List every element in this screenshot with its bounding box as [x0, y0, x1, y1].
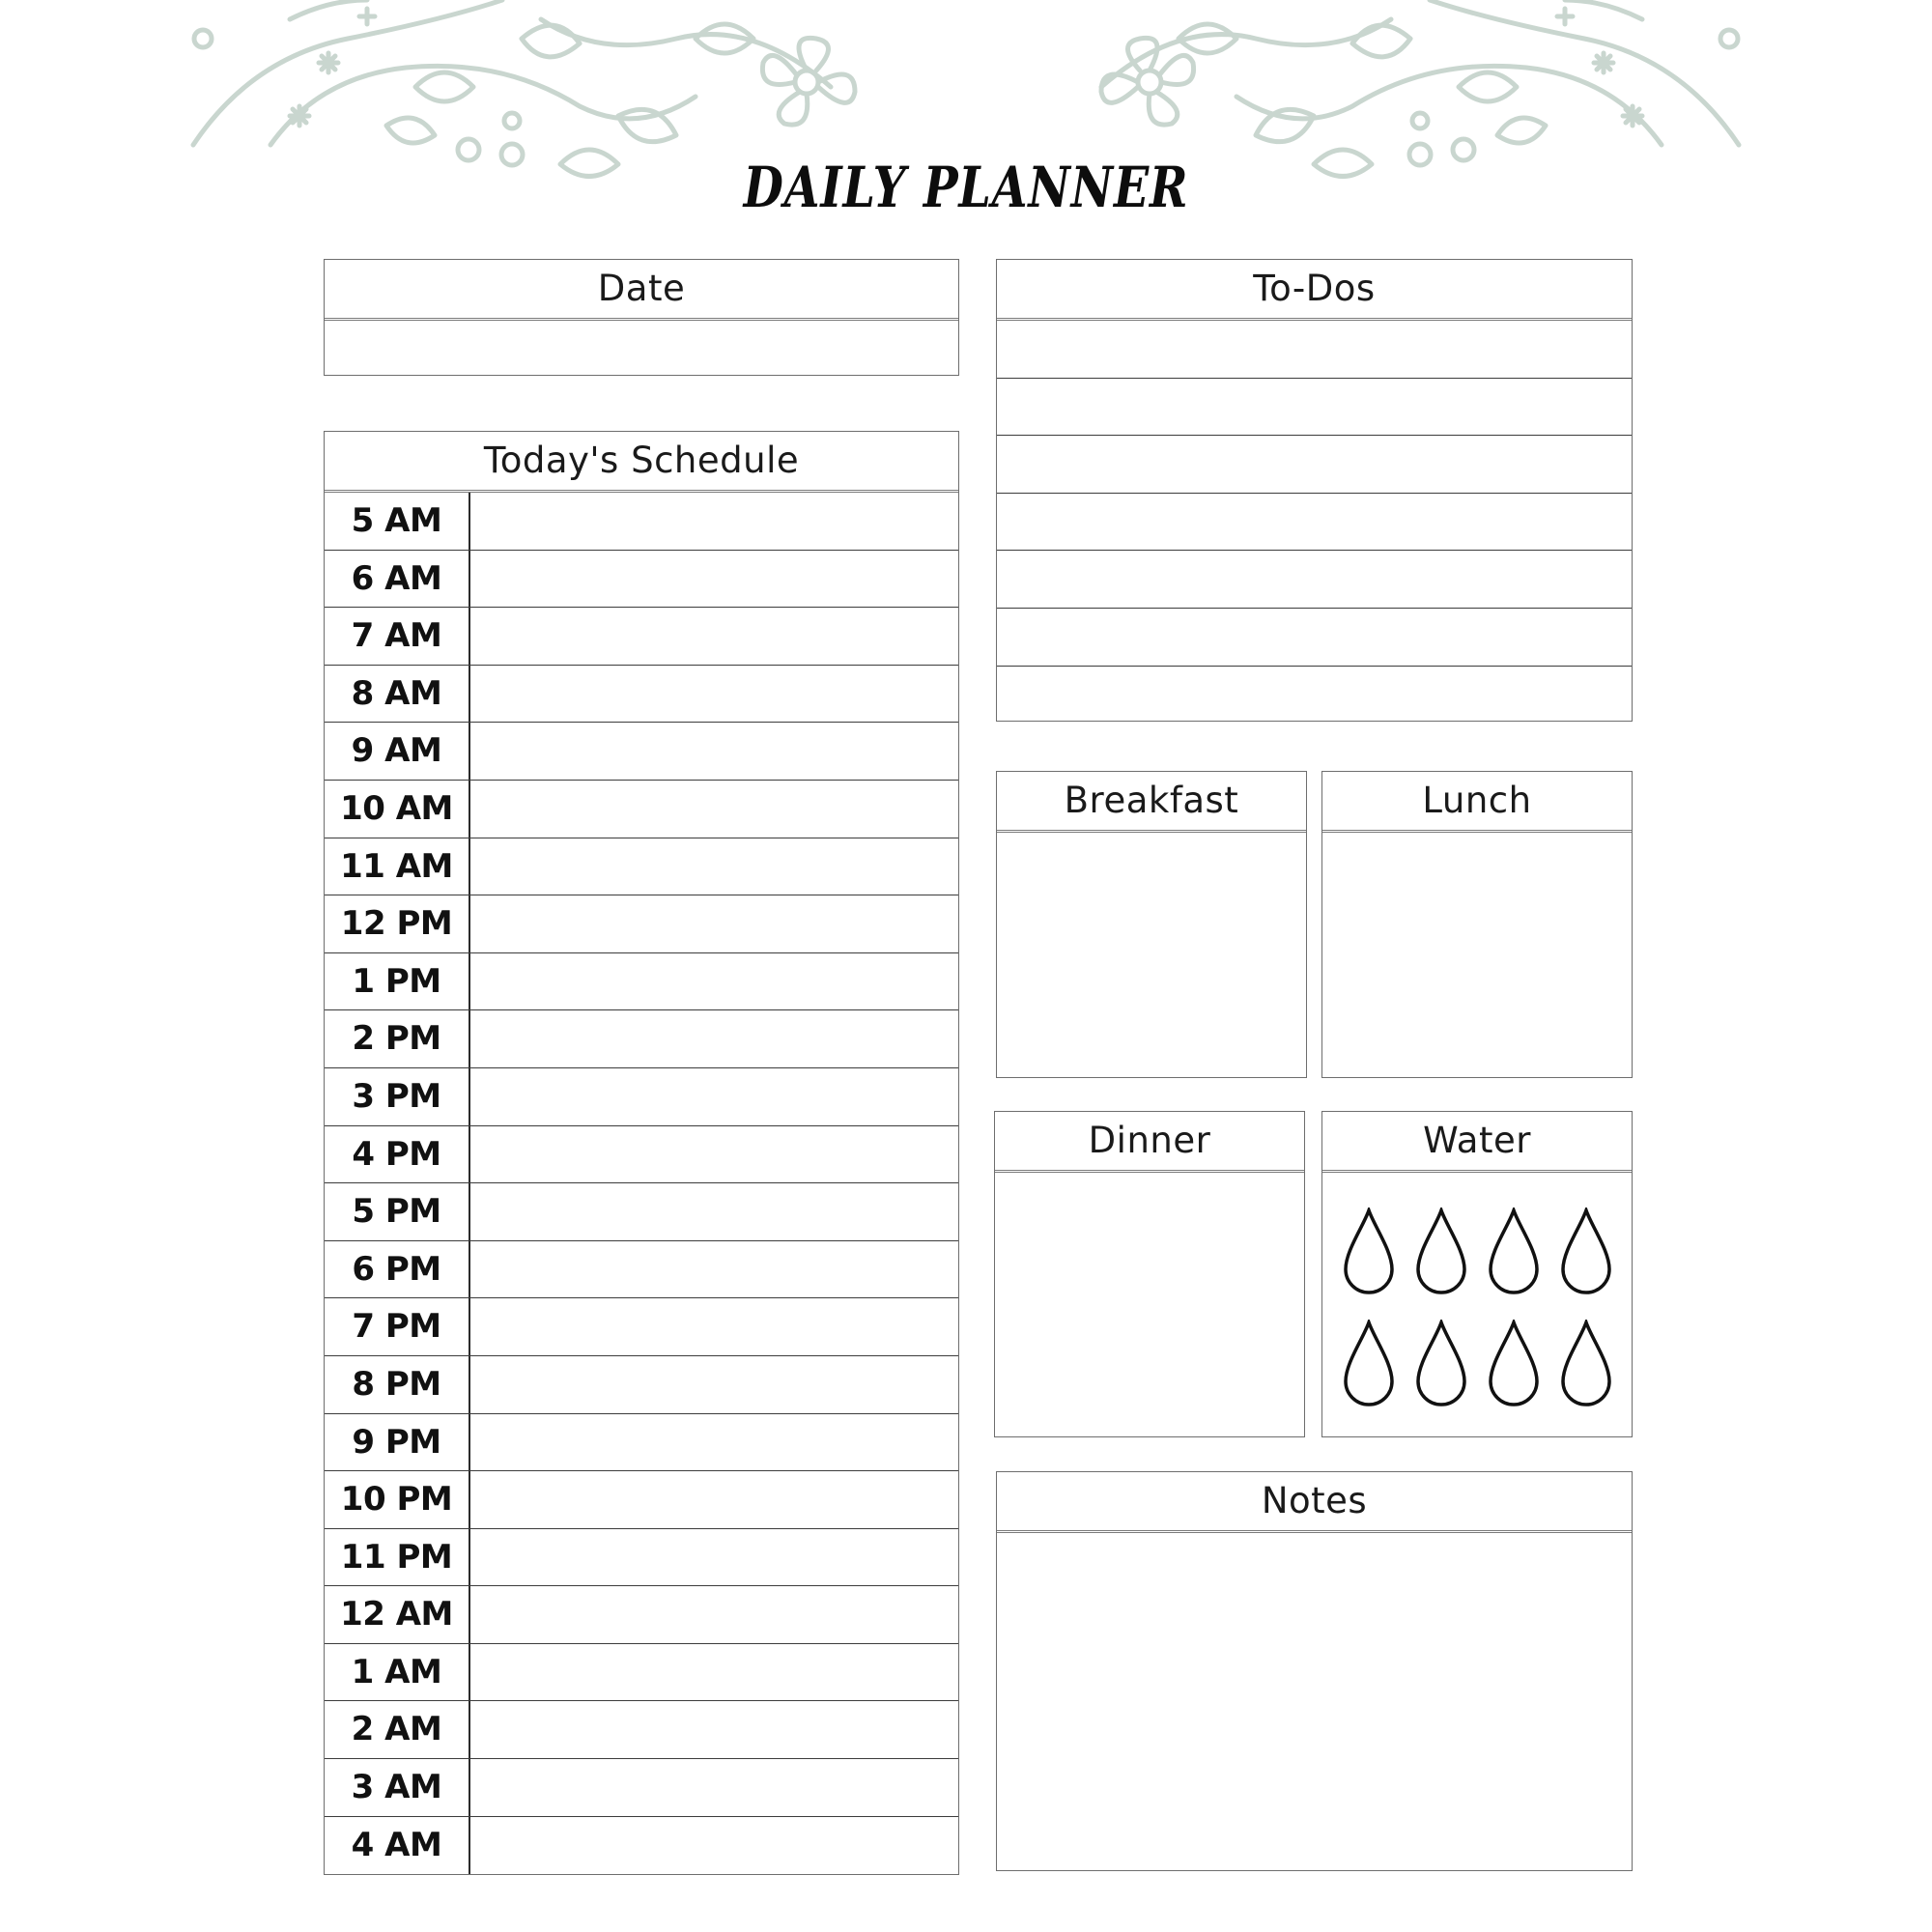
lunch-field[interactable] — [1322, 833, 1632, 1074]
schedule-slot[interactable] — [470, 1817, 958, 1875]
schedule-time-label: 7 PM — [325, 1298, 470, 1355]
schedule-time-label: 9 PM — [325, 1414, 470, 1471]
dinner-field[interactable] — [995, 1173, 1304, 1434]
water-drop-icon[interactable] — [1477, 1308, 1549, 1420]
todo-row[interactable] — [997, 321, 1632, 379]
schedule-slot[interactable] — [470, 1126, 958, 1183]
water-drop-icon[interactable] — [1332, 1196, 1405, 1308]
schedule-row — [325, 551, 958, 609]
notes-header: Notes — [997, 1472, 1632, 1533]
todo-rows — [997, 321, 1632, 724]
lunch-header: Lunch — [1322, 772, 1632, 833]
schedule-row — [325, 608, 958, 666]
schedule-slot[interactable] — [470, 1586, 958, 1643]
schedule-time-label: 3 AM — [325, 1759, 470, 1816]
todo-row[interactable] — [997, 667, 1632, 724]
schedule-time-label: 2 PM — [325, 1010, 470, 1067]
schedule-time-label: 1 AM — [325, 1644, 470, 1701]
schedule-time-label: 12 PM — [325, 895, 470, 952]
schedule-time-label: 7 AM — [325, 608, 470, 665]
schedule-slot[interactable] — [470, 608, 958, 665]
schedule-time-label: 6 PM — [325, 1241, 470, 1298]
schedule-row — [325, 1701, 958, 1759]
schedule-time-label: 8 PM — [325, 1356, 470, 1413]
schedule-row — [325, 895, 958, 953]
schedule-row — [325, 1241, 958, 1299]
schedule-slot[interactable] — [470, 1759, 958, 1816]
todo-row[interactable] — [997, 609, 1632, 667]
schedule-row — [325, 1010, 958, 1068]
schedule-row — [325, 1414, 958, 1472]
schedule-row — [325, 1183, 958, 1241]
schedule-row — [325, 1471, 958, 1529]
schedule-slot[interactable] — [470, 1471, 958, 1528]
schedule-time-label: 12 AM — [325, 1586, 470, 1643]
date-field[interactable] — [325, 321, 958, 377]
water-drop-icon[interactable] — [1405, 1196, 1477, 1308]
schedule-row — [325, 666, 958, 724]
schedule-row — [325, 1586, 958, 1644]
schedule-slot[interactable] — [470, 1701, 958, 1758]
date-header: Date — [325, 260, 958, 321]
schedule-slot[interactable] — [470, 838, 958, 895]
schedule-time-label: 2 AM — [325, 1701, 470, 1758]
schedule-row — [325, 493, 958, 551]
schedule-slot[interactable] — [470, 551, 958, 608]
schedule-time-label: 6 AM — [325, 551, 470, 608]
schedule-row — [325, 1298, 958, 1356]
page-title: DAILY PLANNER — [743, 155, 1189, 220]
schedule-row — [325, 1817, 958, 1875]
schedule-slot[interactable] — [470, 1298, 958, 1355]
lunch-box — [1321, 771, 1633, 1078]
schedule-time-label: 11 PM — [325, 1529, 470, 1586]
schedule-time-label: 10 AM — [325, 781, 470, 838]
schedule-time-label: 3 PM — [325, 1068, 470, 1125]
schedule-time-label: 10 PM — [325, 1471, 470, 1528]
schedule-box — [324, 431, 959, 1875]
todo-row[interactable] — [997, 379, 1632, 437]
schedule-time-label: 11 AM — [325, 838, 470, 895]
schedule-slot[interactable] — [470, 895, 958, 952]
water-drop-icon[interactable] — [1405, 1308, 1477, 1420]
schedule-slot[interactable] — [470, 1183, 958, 1240]
notes-box — [996, 1471, 1633, 1871]
water-drop-icon[interactable] — [1332, 1308, 1405, 1420]
schedule-header: Today's Schedule — [325, 432, 958, 493]
dinner-box — [994, 1111, 1305, 1437]
schedule-time-label: 9 AM — [325, 723, 470, 780]
schedule-slot[interactable] — [470, 1241, 958, 1298]
schedule-row — [325, 1126, 958, 1184]
schedule-row — [325, 838, 958, 896]
schedule-row — [325, 723, 958, 781]
water-header: Water — [1322, 1112, 1632, 1173]
schedule-row — [325, 1644, 958, 1702]
schedule-time-label: 8 AM — [325, 666, 470, 723]
schedule-slot[interactable] — [470, 1529, 958, 1586]
schedule-time-label: 5 AM — [325, 493, 470, 550]
todos-box — [996, 259, 1633, 722]
todo-row[interactable] — [997, 436, 1632, 494]
schedule-row — [325, 953, 958, 1011]
schedule-slot[interactable] — [470, 1414, 958, 1471]
schedule-row — [325, 1759, 958, 1817]
todos-header: To-Dos — [997, 260, 1632, 321]
schedule-rows — [325, 493, 958, 1874]
dinner-header: Dinner — [995, 1112, 1304, 1173]
todo-row[interactable] — [997, 551, 1632, 609]
schedule-row — [325, 1068, 958, 1126]
water-drop-icon[interactable] — [1477, 1196, 1549, 1308]
water-drops — [1322, 1173, 1632, 1439]
schedule-slot[interactable] — [470, 493, 958, 550]
schedule-time-label: 4 AM — [325, 1817, 470, 1875]
schedule-time-label: 1 PM — [325, 953, 470, 1010]
notes-field[interactable] — [997, 1533, 1632, 1869]
schedule-slot[interactable] — [470, 1068, 958, 1125]
schedule-row — [325, 781, 958, 838]
water-drop-icon[interactable] — [1549, 1196, 1622, 1308]
breakfast-box — [996, 771, 1307, 1078]
breakfast-header: Breakfast — [997, 772, 1306, 833]
schedule-slot[interactable] — [470, 781, 958, 838]
schedule-slot[interactable] — [470, 1644, 958, 1701]
schedule-slot[interactable] — [470, 723, 958, 780]
schedule-row — [325, 1529, 958, 1587]
water-box — [1321, 1111, 1633, 1437]
schedule-slot[interactable] — [470, 953, 958, 1010]
date-box — [324, 259, 959, 376]
schedule-time-label: 5 PM — [325, 1183, 470, 1240]
schedule-row — [325, 1356, 958, 1414]
schedule-slot[interactable] — [470, 666, 958, 723]
todo-row[interactable] — [997, 494, 1632, 552]
schedule-time-label: 4 PM — [325, 1126, 470, 1183]
breakfast-field[interactable] — [997, 833, 1306, 1074]
schedule-slot[interactable] — [470, 1356, 958, 1413]
schedule-slot[interactable] — [470, 1010, 958, 1067]
water-drop-icon[interactable] — [1549, 1308, 1622, 1420]
